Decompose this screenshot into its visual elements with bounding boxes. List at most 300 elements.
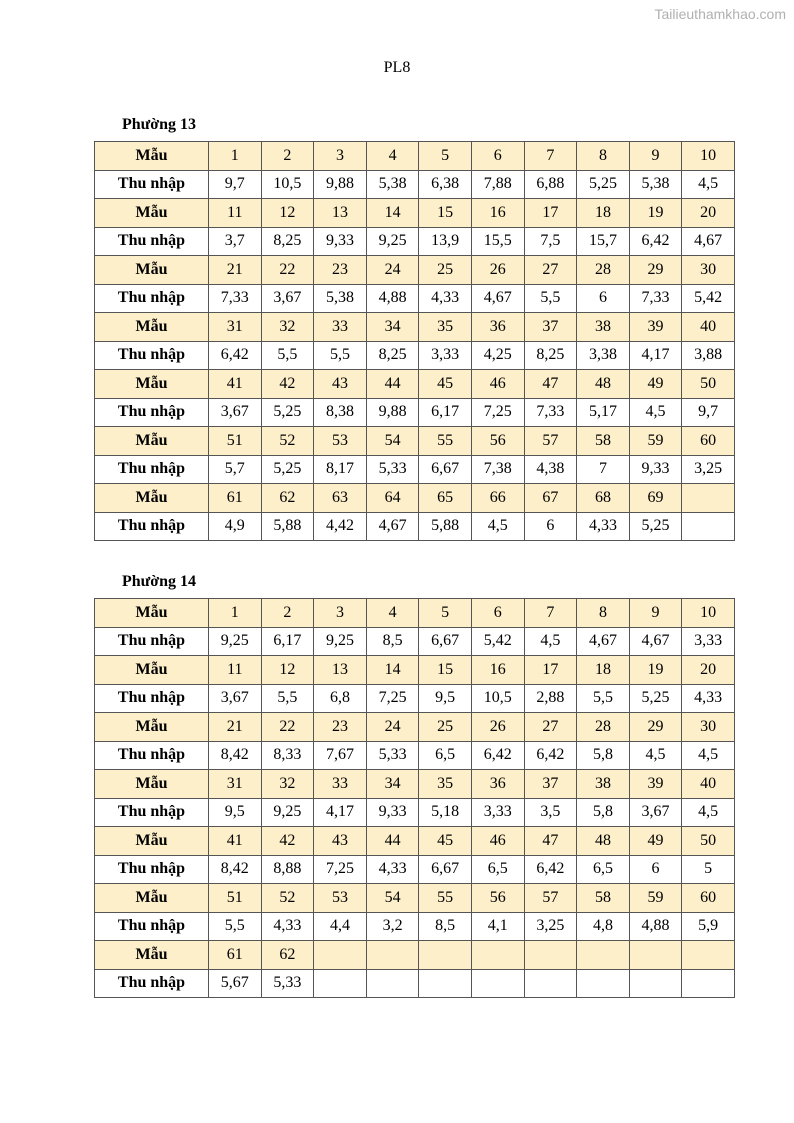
sample-label: Mẫu — [95, 713, 209, 742]
income-value-cell: 10,5 — [261, 170, 314, 199]
sample-number-cell: 54 — [366, 884, 419, 913]
sample-number-cell: 58 — [577, 427, 630, 456]
income-value-cell: 5,25 — [629, 512, 682, 541]
sample-number-cell: 9 — [629, 142, 682, 171]
income-value-cell: 5,5 — [524, 284, 577, 313]
sample-number-cell: 50 — [682, 827, 735, 856]
sample-number-cell: 20 — [682, 199, 735, 228]
sample-row — [95, 656, 735, 685]
income-value-cell: 4,17 — [629, 341, 682, 370]
sample-number-cell: 44 — [366, 370, 419, 399]
section-title-phuong-14: Phường 14 — [122, 573, 197, 590]
income-value-cell: 5,8 — [577, 741, 630, 770]
income-value-cell: 7,25 — [366, 684, 419, 713]
income-row — [95, 284, 735, 313]
income-value-cell: 9,5 — [209, 798, 262, 827]
income-value-cell: 3,2 — [366, 912, 419, 941]
sample-number-cell: 10 — [682, 142, 735, 171]
income-value-cell: 4,1 — [471, 912, 524, 941]
sample-number-cell — [682, 484, 735, 513]
income-value-cell: 5,5 — [577, 684, 630, 713]
income-value-cell: 15,5 — [471, 227, 524, 256]
income-label: Thu nhập — [95, 798, 209, 827]
income-value-cell: 4,4 — [314, 912, 367, 941]
sample-number-cell: 4 — [366, 142, 419, 171]
sample-number-cell: 4 — [366, 599, 419, 628]
income-row — [95, 170, 735, 199]
income-value-cell: 8,42 — [209, 741, 262, 770]
sample-number-cell — [366, 941, 419, 970]
sample-label: Mẫu — [95, 827, 209, 856]
sample-number-cell: 57 — [524, 427, 577, 456]
sample-row — [95, 313, 735, 342]
sample-number-cell: 16 — [471, 199, 524, 228]
income-value-cell: 5,33 — [366, 455, 419, 484]
sample-number-cell: 37 — [524, 313, 577, 342]
income-value-cell: 8,25 — [366, 341, 419, 370]
income-value-cell: 3,33 — [471, 798, 524, 827]
sample-number-cell: 11 — [209, 656, 262, 685]
income-value-cell: 8,42 — [209, 855, 262, 884]
sample-number-cell: 40 — [682, 770, 735, 799]
sample-number-cell: 30 — [682, 256, 735, 285]
sample-number-cell: 47 — [524, 827, 577, 856]
income-value-cell: 6,38 — [419, 170, 472, 199]
sample-number-cell: 52 — [261, 884, 314, 913]
sample-number-cell: 27 — [524, 256, 577, 285]
income-value-cell: 3,33 — [419, 341, 472, 370]
income-value-cell: 9,5 — [419, 684, 472, 713]
income-value-cell: 6,67 — [419, 855, 472, 884]
income-label: Thu nhập — [95, 227, 209, 256]
income-row — [95, 855, 735, 884]
income-value-cell: 3,88 — [682, 341, 735, 370]
sample-number-cell: 21 — [209, 256, 262, 285]
income-value-cell: 5,5 — [314, 341, 367, 370]
sample-number-cell: 31 — [209, 770, 262, 799]
income-value-cell: 5,7 — [209, 455, 262, 484]
income-label: Thu nhập — [95, 398, 209, 427]
income-value-cell: 7,67 — [314, 741, 367, 770]
sample-number-cell: 48 — [577, 370, 630, 399]
income-value-cell: 5,25 — [629, 684, 682, 713]
sample-label: Mẫu — [95, 484, 209, 513]
income-value-cell: 5,38 — [366, 170, 419, 199]
income-value-cell: 4,5 — [682, 798, 735, 827]
income-value-cell: 4,33 — [366, 855, 419, 884]
income-value-cell: 4,17 — [314, 798, 367, 827]
income-value-cell: 5,17 — [577, 398, 630, 427]
income-value-cell: 5,33 — [261, 969, 314, 998]
income-value-cell: 6,42 — [524, 741, 577, 770]
sample-row — [95, 370, 735, 399]
sample-number-cell: 35 — [419, 313, 472, 342]
sample-label: Mẫu — [95, 313, 209, 342]
sample-number-cell: 36 — [471, 770, 524, 799]
income-value-cell: 4,8 — [577, 912, 630, 941]
income-label: Thu nhập — [95, 455, 209, 484]
sample-number-cell: 18 — [577, 199, 630, 228]
sample-row — [95, 884, 735, 913]
income-row — [95, 912, 735, 941]
income-value-cell: 5,67 — [209, 969, 262, 998]
income-value-cell — [682, 969, 735, 998]
income-value-cell: 3,5 — [524, 798, 577, 827]
sample-number-cell — [471, 941, 524, 970]
sample-number-cell: 6 — [471, 142, 524, 171]
sample-row — [95, 256, 735, 285]
income-value-cell: 6,5 — [471, 855, 524, 884]
income-value-cell: 5,5 — [209, 912, 262, 941]
sample-number-cell — [577, 941, 630, 970]
income-value-cell: 4,67 — [471, 284, 524, 313]
sample-number-cell: 36 — [471, 313, 524, 342]
income-table-phuong-13 — [94, 141, 735, 541]
income-value-cell: 5,8 — [577, 798, 630, 827]
sample-number-cell: 69 — [629, 484, 682, 513]
sample-number-cell: 44 — [366, 827, 419, 856]
sample-number-cell: 60 — [682, 427, 735, 456]
income-value-cell: 7 — [577, 455, 630, 484]
income-value-cell: 3,25 — [682, 455, 735, 484]
sample-number-cell: 60 — [682, 884, 735, 913]
sample-label: Mẫu — [95, 884, 209, 913]
income-value-cell: 7,33 — [209, 284, 262, 313]
sample-row — [95, 427, 735, 456]
sample-number-cell: 49 — [629, 827, 682, 856]
sample-number-cell: 42 — [261, 827, 314, 856]
income-value-cell: 3,67 — [209, 684, 262, 713]
income-value-cell: 7,25 — [314, 855, 367, 884]
sample-number-cell: 33 — [314, 313, 367, 342]
sample-number-cell: 20 — [682, 656, 735, 685]
sample-label: Mẫu — [95, 370, 209, 399]
sample-number-cell: 26 — [471, 256, 524, 285]
sample-number-cell: 32 — [261, 313, 314, 342]
sample-number-cell: 5 — [419, 142, 472, 171]
sample-number-cell: 38 — [577, 313, 630, 342]
sample-row — [95, 142, 735, 171]
income-value-cell: 6 — [524, 512, 577, 541]
income-value-cell: 4,33 — [577, 512, 630, 541]
income-value-cell: 6,42 — [524, 855, 577, 884]
sample-label: Mẫu — [95, 656, 209, 685]
income-value-cell — [629, 969, 682, 998]
sample-number-cell: 28 — [577, 256, 630, 285]
income-value-cell: 6,42 — [471, 741, 524, 770]
income-value-cell: 3,33 — [682, 627, 735, 656]
sample-number-cell: 16 — [471, 656, 524, 685]
sample-number-cell: 54 — [366, 427, 419, 456]
sample-number-cell: 56 — [471, 884, 524, 913]
income-value-cell: 4,5 — [682, 170, 735, 199]
sample-number-cell: 51 — [209, 427, 262, 456]
sample-number-cell: 14 — [366, 656, 419, 685]
income-label: Thu nhập — [95, 684, 209, 713]
income-value-cell — [314, 969, 367, 998]
income-value-cell — [682, 512, 735, 541]
income-value-cell: 7,5 — [524, 227, 577, 256]
income-value-cell: 4,67 — [577, 627, 630, 656]
sample-row — [95, 599, 735, 628]
income-value-cell: 4,67 — [366, 512, 419, 541]
sample-number-cell: 13 — [314, 656, 367, 685]
sample-number-cell: 43 — [314, 827, 367, 856]
sample-number-cell: 40 — [682, 313, 735, 342]
sample-number-cell: 30 — [682, 713, 735, 742]
income-label: Thu nhập — [95, 284, 209, 313]
income-value-cell: 10,5 — [471, 684, 524, 713]
income-value-cell: 4,42 — [314, 512, 367, 541]
income-label: Thu nhập — [95, 170, 209, 199]
sample-number-cell: 17 — [524, 656, 577, 685]
income-value-cell: 9,33 — [314, 227, 367, 256]
sample-number-cell: 12 — [261, 199, 314, 228]
income-row — [95, 398, 735, 427]
income-value-cell: 4,33 — [419, 284, 472, 313]
sample-label: Mẫu — [95, 199, 209, 228]
income-value-cell — [366, 969, 419, 998]
sample-row — [95, 770, 735, 799]
income-row — [95, 798, 735, 827]
sample-number-cell: 28 — [577, 713, 630, 742]
sample-number-cell: 65 — [419, 484, 472, 513]
income-value-cell: 4,5 — [629, 741, 682, 770]
income-value-cell: 6,67 — [419, 455, 472, 484]
income-value-cell: 9,7 — [682, 398, 735, 427]
sample-number-cell: 26 — [471, 713, 524, 742]
sample-number-cell: 47 — [524, 370, 577, 399]
sample-number-cell: 2 — [261, 142, 314, 171]
income-value-cell: 9,25 — [261, 798, 314, 827]
income-value-cell: 5,5 — [261, 684, 314, 713]
sample-number-cell: 10 — [682, 599, 735, 628]
sample-number-cell: 13 — [314, 199, 367, 228]
income-row — [95, 227, 735, 256]
sample-number-cell: 3 — [314, 599, 367, 628]
sample-number-cell: 38 — [577, 770, 630, 799]
income-value-cell: 5,9 — [682, 912, 735, 941]
income-value-cell: 8,5 — [366, 627, 419, 656]
income-value-cell: 4,67 — [682, 227, 735, 256]
income-row — [95, 455, 735, 484]
income-value-cell: 5,25 — [577, 170, 630, 199]
income-label: Thu nhập — [95, 341, 209, 370]
income-value-cell: 6,42 — [209, 341, 262, 370]
sample-label: Mẫu — [95, 142, 209, 171]
sample-number-cell — [629, 941, 682, 970]
income-value-cell: 4,38 — [524, 455, 577, 484]
sample-number-cell: 8 — [577, 142, 630, 171]
sample-number-cell: 29 — [629, 713, 682, 742]
income-value-cell: 6,5 — [577, 855, 630, 884]
sample-number-cell: 59 — [629, 884, 682, 913]
income-value-cell: 5,42 — [471, 627, 524, 656]
sample-number-cell: 15 — [419, 656, 472, 685]
sample-number-cell: 23 — [314, 713, 367, 742]
sample-number-cell — [682, 941, 735, 970]
income-value-cell: 4,88 — [366, 284, 419, 313]
income-value-cell: 9,33 — [366, 798, 419, 827]
sample-number-cell: 19 — [629, 656, 682, 685]
income-value-cell: 5,88 — [261, 512, 314, 541]
sample-number-cell: 50 — [682, 370, 735, 399]
sample-number-cell: 63 — [314, 484, 367, 513]
sample-number-cell — [314, 941, 367, 970]
income-value-cell: 4,5 — [682, 741, 735, 770]
income-value-cell: 4,5 — [524, 627, 577, 656]
sample-label: Mẫu — [95, 770, 209, 799]
income-value-cell: 6,67 — [419, 627, 472, 656]
sample-number-cell: 12 — [261, 656, 314, 685]
income-value-cell: 7,38 — [471, 455, 524, 484]
income-value-cell: 9,25 — [366, 227, 419, 256]
sample-number-cell: 64 — [366, 484, 419, 513]
sample-number-cell: 32 — [261, 770, 314, 799]
sample-row — [95, 941, 735, 970]
income-label: Thu nhập — [95, 627, 209, 656]
sample-number-cell: 1 — [209, 142, 262, 171]
income-value-cell: 7,33 — [629, 284, 682, 313]
income-value-cell: 5,5 — [261, 341, 314, 370]
sample-number-cell: 42 — [261, 370, 314, 399]
income-value-cell — [471, 969, 524, 998]
income-value-cell: 4,25 — [471, 341, 524, 370]
income-value-cell: 8,38 — [314, 398, 367, 427]
sample-number-cell: 39 — [629, 770, 682, 799]
income-value-cell — [577, 969, 630, 998]
sample-number-cell: 51 — [209, 884, 262, 913]
income-row — [95, 684, 735, 713]
income-value-cell: 9,25 — [209, 627, 262, 656]
sample-number-cell: 52 — [261, 427, 314, 456]
sample-number-cell: 22 — [261, 256, 314, 285]
sample-number-cell: 7 — [524, 599, 577, 628]
sample-number-cell: 29 — [629, 256, 682, 285]
income-row — [95, 512, 735, 541]
sample-label: Mẫu — [95, 427, 209, 456]
sample-number-cell: 59 — [629, 427, 682, 456]
income-value-cell: 3,67 — [629, 798, 682, 827]
income-value-cell: 5,38 — [314, 284, 367, 313]
income-value-cell: 3,38 — [577, 341, 630, 370]
sample-number-cell: 45 — [419, 827, 472, 856]
sample-row — [95, 713, 735, 742]
income-value-cell: 8,88 — [261, 855, 314, 884]
sample-number-cell: 1 — [209, 599, 262, 628]
sample-number-cell: 41 — [209, 370, 262, 399]
sample-number-cell: 11 — [209, 199, 262, 228]
income-value-cell: 8,5 — [419, 912, 472, 941]
sample-number-cell: 68 — [577, 484, 630, 513]
sample-number-cell: 56 — [471, 427, 524, 456]
watermark: Tailieuthamkhao.com — [654, 6, 786, 22]
income-value-cell: 8,25 — [261, 227, 314, 256]
income-value-cell: 7,33 — [524, 398, 577, 427]
sample-number-cell: 43 — [314, 370, 367, 399]
income-label: Thu nhập — [95, 969, 209, 998]
sample-number-cell: 34 — [366, 313, 419, 342]
income-value-cell: 5,42 — [682, 284, 735, 313]
sample-number-cell: 21 — [209, 713, 262, 742]
income-value-cell: 4,5 — [629, 398, 682, 427]
sample-number-cell: 39 — [629, 313, 682, 342]
income-value-cell: 4,5 — [471, 512, 524, 541]
income-value-cell: 4,67 — [629, 627, 682, 656]
sample-number-cell: 57 — [524, 884, 577, 913]
income-value-cell: 9,88 — [314, 170, 367, 199]
sample-number-cell: 55 — [419, 427, 472, 456]
sample-number-cell: 6 — [471, 599, 524, 628]
sample-number-cell: 53 — [314, 884, 367, 913]
income-value-cell: 3,25 — [524, 912, 577, 941]
sample-number-cell: 19 — [629, 199, 682, 228]
sample-number-cell: 45 — [419, 370, 472, 399]
sample-number-cell: 37 — [524, 770, 577, 799]
income-label: Thu nhập — [95, 912, 209, 941]
sample-number-cell: 48 — [577, 827, 630, 856]
sample-row — [95, 484, 735, 513]
sample-number-cell: 33 — [314, 770, 367, 799]
sample-number-cell: 14 — [366, 199, 419, 228]
income-value-cell: 3,7 — [209, 227, 262, 256]
income-table-phuong-14 — [94, 598, 735, 998]
income-value-cell: 7,25 — [471, 398, 524, 427]
sample-number-cell: 17 — [524, 199, 577, 228]
income-value-cell: 6,17 — [419, 398, 472, 427]
sample-number-cell: 22 — [261, 713, 314, 742]
income-label: Thu nhập — [95, 855, 209, 884]
income-value-cell: 4,9 — [209, 512, 262, 541]
sample-number-cell: 24 — [366, 713, 419, 742]
sample-number-cell: 24 — [366, 256, 419, 285]
sample-label: Mẫu — [95, 599, 209, 628]
income-value-cell: 15,7 — [577, 227, 630, 256]
income-value-cell: 6,8 — [314, 684, 367, 713]
income-value-cell: 5,25 — [261, 455, 314, 484]
sample-number-cell: 34 — [366, 770, 419, 799]
income-value-cell: 8,17 — [314, 455, 367, 484]
income-value-cell: 3,67 — [261, 284, 314, 313]
income-value-cell: 7,88 — [471, 170, 524, 199]
income-value-cell: 9,33 — [629, 455, 682, 484]
income-row — [95, 969, 735, 998]
sample-number-cell: 35 — [419, 770, 472, 799]
income-value-cell: 9,88 — [366, 398, 419, 427]
income-value-cell: 4,88 — [629, 912, 682, 941]
income-row — [95, 627, 735, 656]
income-value-cell: 6,88 — [524, 170, 577, 199]
section-title-phuong-13: Phường 13 — [122, 116, 197, 133]
income-value-cell: 6 — [629, 855, 682, 884]
income-value-cell: 6,42 — [629, 227, 682, 256]
sample-number-cell: 55 — [419, 884, 472, 913]
income-value-cell: 9,25 — [314, 627, 367, 656]
income-value-cell: 9,7 — [209, 170, 262, 199]
sample-number-cell: 61 — [209, 941, 262, 970]
sample-number-cell: 3 — [314, 142, 367, 171]
income-label: Thu nhập — [95, 512, 209, 541]
sample-number-cell — [524, 941, 577, 970]
sample-number-cell: 15 — [419, 199, 472, 228]
sample-number-cell: 27 — [524, 713, 577, 742]
sample-number-cell: 46 — [471, 827, 524, 856]
income-value-cell: 5,18 — [419, 798, 472, 827]
sample-number-cell: 66 — [471, 484, 524, 513]
income-value-cell: 6,5 — [419, 741, 472, 770]
income-value-cell: 3,67 — [209, 398, 262, 427]
sample-number-cell: 67 — [524, 484, 577, 513]
